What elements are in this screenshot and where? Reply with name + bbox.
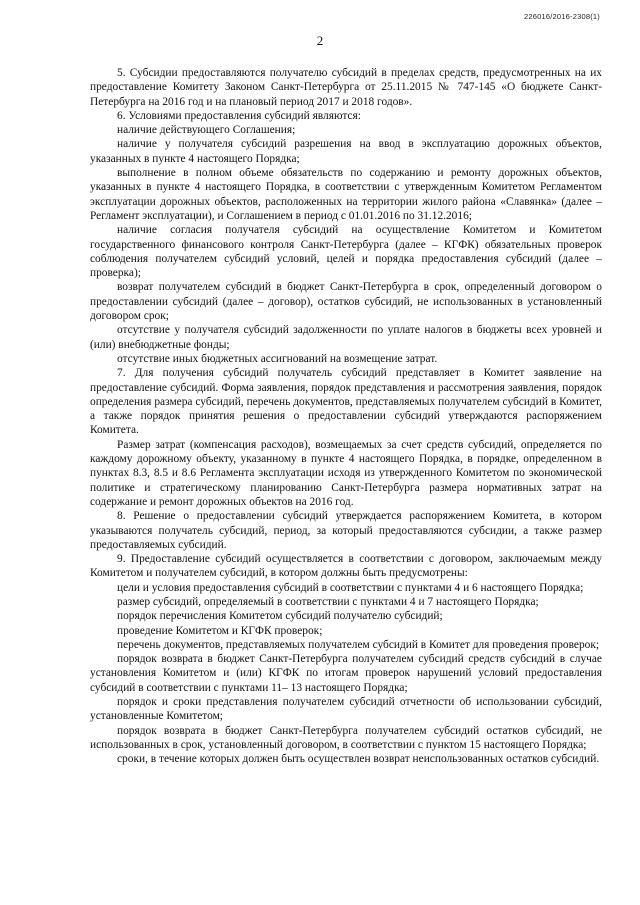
- contract-item: порядок и сроки представления получателем субсидий отчетности об использовании субсидий, установленные Комитетом;: [90, 696, 602, 723]
- contract-item: порядок перечисления Комитетом субсидий получателю субсидий;: [117, 610, 443, 623]
- contract-item: размер субсидий, определяемый в соответствии с пунктами 4 и 7 настоящего Порядка;: [117, 595, 539, 608]
- paragraph-8: 8. Решение о предоставлении субсидий утверждается распоряжением Комитета, в котором указываются получатель субсидий, период, за который предоставляются субсидии, а также размер предоставляемых субсидий.: [90, 510, 602, 551]
- paragraph-6: 6. Условиями предоставления субсидий являются:: [117, 109, 361, 122]
- condition-item: выполнение в полном объеме обязательств по содержанию и ремонту дорожных объектов, указанных в пункте 4 настоящего Порядка, в соответствии с утвержденным Комитетом Регламентом эксплуатации дорожных объектов, расположенных на территории жилого района «Славянка» (далее – Регламент эксплуатации), и Соглашением в период с 01.01.2016 по 31.12.2016;: [90, 167, 602, 222]
- contract-item: проведение Комитетом и КГФК проверок;: [117, 624, 323, 637]
- document-number: 226016/2016-2308(1): [524, 12, 600, 21]
- contract-item: сроки, в течение которых должен быть осуществлен возврат неиспользованных остатков субсидий.: [117, 753, 600, 766]
- condition-item: наличие действующего Соглашения;: [117, 124, 296, 137]
- paragraph-7-cost: Размер затрат (компенсация расходов), возмещаемых за счет средств субсидий, определяется по каждому дорожному объекту, указанному в пункте 4 настоящего Порядка, в порядке, определенном в пунктах 8.3, 8.5 и 8.6 Регламента эксплуатации исходя из утвержденного Комитетом по экономической политике и стратегическому планированию Санкт-Петербурга размера нормативных затрат на содержание и ремонт дорожных объектов на 2016 год.: [90, 438, 602, 508]
- condition-item: возврат получателем субсидий в бюджет Санкт-Петербурга в срок, определенный договором о предоставлении субсидий (далее – договор), остатков субсидий, не использованных в установленный договором срок;: [90, 281, 602, 323]
- condition-item: наличие согласия получателя субсидий на осуществление Комитетом и Комитетом государственного финансового контроля Санкт-Петербурга (далее – КГФК) обязательных проверок соблюдения получателем субсидий условий, целей и порядка предоставления субсидий (далее – проверка);: [90, 224, 602, 280]
- condition-item: отсутствие у получателя субсидий задолженности по уплате налогов в бюджеты всех уровней и (или) внебюджетные фонды;: [90, 324, 602, 351]
- paragraph-5: 5. Субсидии предоставляются получателю субсидий в пределах средств, предусмотренных на их предоставление Комитету Законом Санкт-Петербурга от 25.11.2015 № 747-145 «О бюджете Санкт-Петербурга на 2016 год и на плановый период 2017 и 2018 годов».: [90, 67, 602, 108]
- condition-item: отсутствие иных бюджетных ассигнований на возмещение затрат.: [117, 352, 438, 365]
- contract-item: перечень документов, представляемых получателем субсидий в Комитет для проведения проверок;: [117, 638, 600, 651]
- page-number: 2: [316, 33, 324, 48]
- paragraph-9: 9. Предоставление субсидий осуществляется в соответствии с договором, заключаемым между Комитетом и получателем субсидий, в котором должны быть предусмотрены:: [90, 553, 602, 580]
- contract-item: цели и условия предоставления субсидий в соответствии с пунктами 4 и 6 настоящего Порядка;: [117, 581, 584, 594]
- contract-item: порядок возврата в бюджет Санкт-Петербурга получателем субсидий остатков субсидий, не использованных в срок, установленный договором, в соответствии с пунктом 15 настоящего Порядка;: [90, 724, 602, 751]
- condition-item: наличие у получателя субсидий разрешения на ввод в эксплуатацию дорожных объектов, указанных в пункте 4 настоящего Порядка;: [90, 138, 602, 165]
- document-body: [90, 66, 602, 767]
- paragraph-7: 7. Для получения субсидий получатель субсидий представляет в Комитет заявление на предоставление субсидий. Форма заявления, порядок представления и рассмотрения заявления, порядок определения размера субсидий, перечень документов, представляемых получателем субсидий в Комитет, а также порядок принятия решения о предоставлении субсидий утверждаются распоряжением Комитета.: [90, 367, 602, 437]
- contract-item: порядок возврата в бюджет Санкт-Петербурга получателем субсидий средств субсидий в случае установления Комитетом и (или) КГФК по итогам проверок нарушений условий предоставления субсидий в соответствии с пунктами 11– 13 настоящего Порядка;: [90, 653, 602, 694]
